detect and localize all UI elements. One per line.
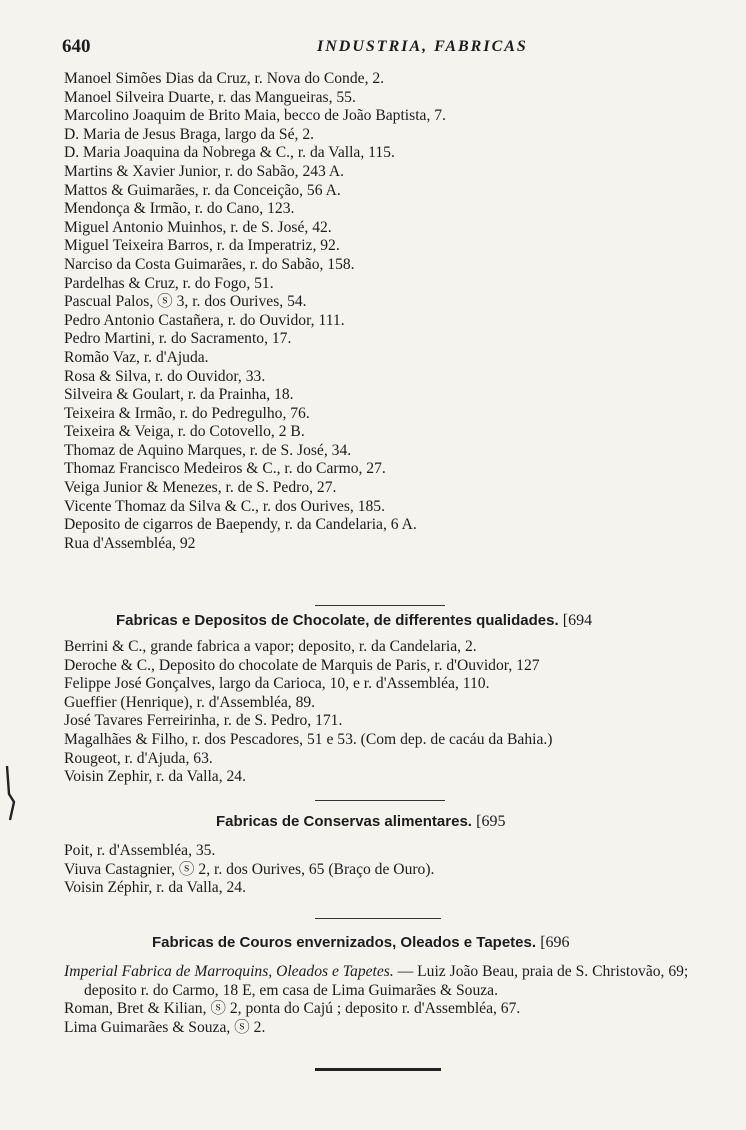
list-item: Silveira & Goulart, r. da Prainha, 18. [64, 386, 294, 404]
list-item: Miguel Antonio Muinhos, r. de S. José, 42. [64, 218, 332, 236]
list-item: Teixeira & Veiga, r. do Cotovello, 2 B. [64, 423, 305, 441]
end-rule [315, 1068, 441, 1071]
directory-list [64, 70, 724, 553]
chocolate-list [64, 638, 724, 787]
list-item: Manoel Simões Dias da Cruz, r. Nova do Conde, 2. [64, 70, 385, 87]
section-title-text: Fabricas de Couros envernizados, Oleados e Tapetes. [152, 934, 537, 951]
entry-text: — Luiz João Beau, praia de S. Christovão, 69; deposito r. do Carmo, 18 E, em casa de Lima Guimarães & Souza. [84, 963, 689, 999]
section-number: [696 [540, 934, 570, 951]
list-item: Rosa & Silva, r. do Ouvidor, 33. [64, 367, 266, 385]
list-item: Deposito de cigarros de Baependy, r. da Candelaria, 6 A. [64, 516, 417, 534]
list-item: Rougeot, r. d'Ajuda, 63. [64, 749, 213, 767]
list-item: Martins & Xavier Junior, r. do Sabão, 243 A. [64, 162, 345, 180]
list-item: Felippe José Gonçalves, largo da Carioca, 10, e r. d'Assembléa, 110. [64, 675, 490, 693]
section-divider [315, 918, 441, 919]
list-item: Narciso da Costa Guimarães, r. do Sabão, 158. [64, 255, 355, 273]
list-item: Rua d'Assembléa, 92 [64, 534, 196, 552]
section-divider [315, 800, 445, 801]
page-number: 640 [62, 36, 91, 57]
list-item: Voisin Zephir, r. da Valla, 24. [64, 768, 247, 786]
section-number: [694 [562, 612, 593, 629]
section-title-chocolate [116, 612, 592, 630]
list-item: D. Maria Joaquina da Nobrega & C., r. da Valla, 115. [64, 144, 395, 162]
list-item: Lima Guimarães & Souza, ⓢ 2. [64, 1018, 266, 1036]
list-item [64, 963, 724, 1000]
list-item: Romão Vaz, r. d'Ajuda. [64, 348, 209, 366]
section-title-text: Fabricas e Depositos de Chocolate, de differentes qualidades. [116, 612, 559, 629]
list-item: Manoel Silveira Duarte, r. das Mangueiras, 55. [64, 88, 356, 106]
couros-list [64, 963, 724, 1037]
section-title-text: Fabricas de Conservas alimentares. [216, 813, 472, 830]
ink-mark-icon [4, 764, 18, 822]
list-item: Gueffier (Henrique), r. d'Assembléa, 89. [64, 693, 316, 711]
list-item: Mendonça & Irmão, r. do Cano, 123. [64, 200, 295, 218]
list-item: Thomaz de Aquino Marques, r. de S. José, 34. [64, 441, 352, 459]
section-divider [315, 605, 445, 606]
list-item: José Tavares Ferreirinha, r. de S. Pedro, 171. [64, 712, 343, 730]
list-item: Teixeira & Irmão, r. do Pedregulho, 76. [64, 404, 310, 422]
list-item: Viuva Castagnier, ⓢ 2, r. dos Ourives, 65 (Braço de Ouro). [64, 860, 435, 878]
list-item: Vicente Thomaz da Silva & C., r. dos Ourives, 185. [64, 497, 385, 515]
entry-italic-name: Imperial Fabrica de Marroquins, Oleados e Tapetes. [64, 963, 394, 980]
list-item: Pedro Antonio Castañera, r. do Ouvidor, 111. [64, 311, 345, 329]
list-item: Mattos & Guimarães, r. da Conceição, 56 A. [64, 181, 341, 199]
section-title-couros [152, 934, 570, 952]
section-title-conservas [216, 813, 505, 831]
list-item: Miguel Teixeira Barros, r. da Imperatriz, 92. [64, 237, 340, 255]
conservas-list [64, 842, 724, 898]
list-item: Deroche & C., Deposito do chocolate de Marquis de Paris, r. d'Ouvidor, 127 [64, 656, 540, 674]
list-item: Pedro Martini, r. do Sacramento, 17. [64, 330, 292, 348]
list-item: Magalhães & Filho, r. dos Pescadores, 51 e 53. (Com dep. de cacáu da Bahia.) [64, 730, 553, 748]
list-item: Thomaz Francisco Medeiros & C., r. do Carmo, 27. [64, 460, 386, 478]
list-item: Veiga Junior & Menezes, r. de S. Pedro, 27. [64, 479, 337, 497]
list-item: Pardelhas & Cruz, r. do Fogo, 51. [64, 274, 274, 292]
list-item: Voisin Zéphir, r. da Valla, 24. [64, 879, 247, 897]
running-head: INDUSTRIA, FABRICAS [317, 38, 528, 55]
list-item: Pascual Palos, ⓢ 3, r. dos Ourives, 54. [64, 293, 307, 311]
list-item: Poit, r. d'Assembléa, 35. [64, 842, 216, 859]
page-header [62, 36, 702, 62]
list-item: D. Maria de Jesus Braga, largo da Sé, 2. [64, 125, 315, 143]
list-item: Marcolino Joaquim de Brito Maia, becco de João Baptista, 7. [64, 107, 446, 125]
list-item: Roman, Bret & Kilian, ⓢ 2, ponta do Cajú ; deposito r. d'Assembléa, 67. [64, 1000, 521, 1018]
list-item: Berrini & C., grande fabrica a vapor; deposito, r. da Candelaria, 2. [64, 638, 477, 655]
section-number: [695 [476, 813, 506, 830]
